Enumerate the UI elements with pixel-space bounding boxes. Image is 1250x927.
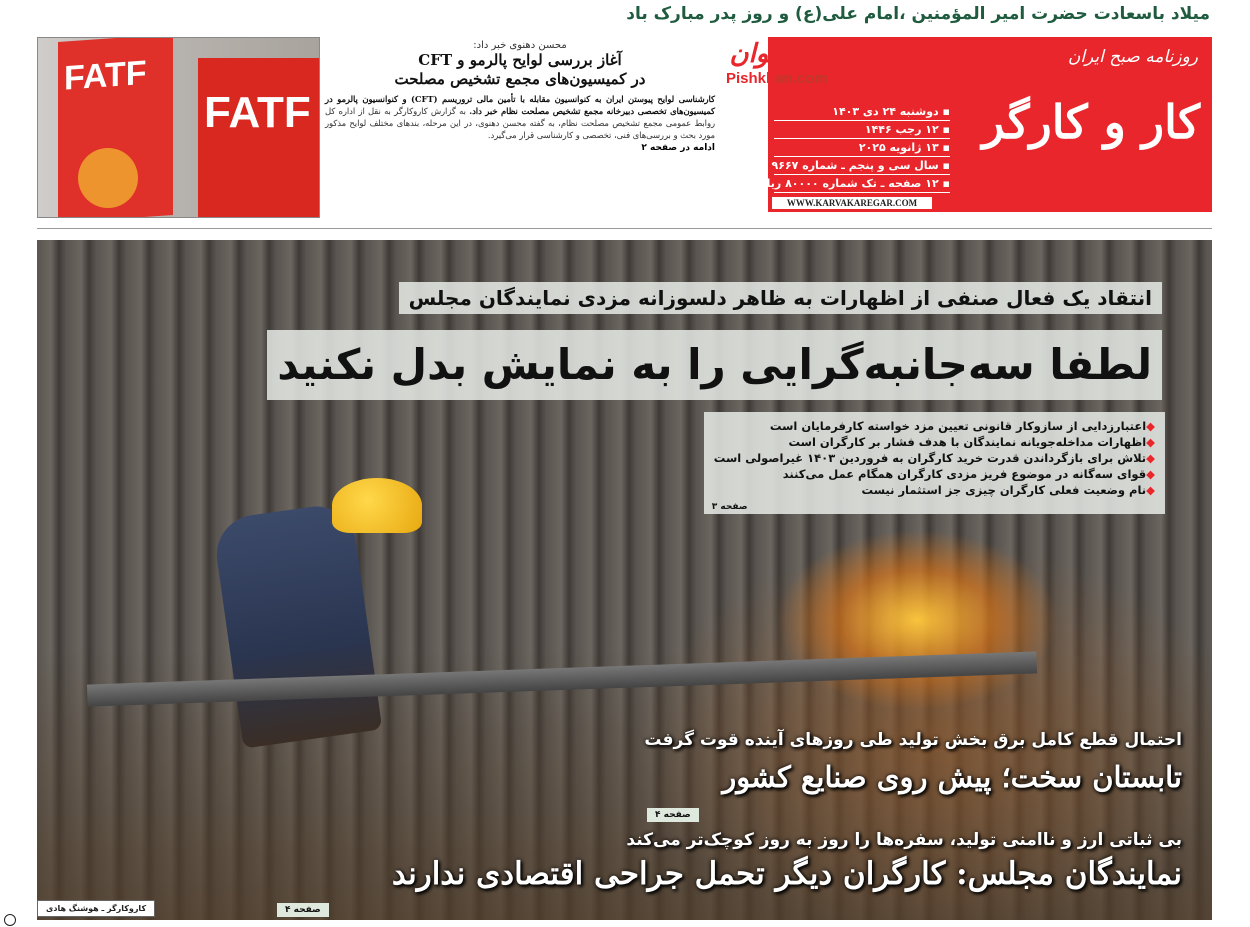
issue-info xyxy=(757,103,950,193)
registration-mark xyxy=(0,0,7,7)
masthead xyxy=(757,37,1212,212)
bullet-item: ◆اعتبارزدایی از سازوکار قانونی تعیین مزد خواسته کارفرمایان است xyxy=(769,419,1155,433)
story2-page-reference[interactable]: صفحه ۴ xyxy=(647,808,699,822)
main-bullets xyxy=(704,412,1165,514)
story3-headline[interactable]: نمایندگان مجلس: کارگران دیگر تحمل جراحی اقتصادی ندارند xyxy=(391,856,1182,892)
main-headline[interactable]: لطفا سه‌جانبه‌گرایی را به نمایش بدل نکنید xyxy=(267,330,1162,400)
story3-page-reference[interactable]: صفحه ۴ xyxy=(277,903,329,917)
fatf-sign-2: FATF xyxy=(198,58,320,218)
main-photo xyxy=(37,240,1212,920)
photo-credit: کاروکارگر ـ هوشنگ هادی xyxy=(37,900,155,917)
article-title: آغاز بررسی لوایح پالرمو و CFT در کمیسیون‌های مجمع تشخیص مصلحت xyxy=(394,51,646,88)
article-kicker: محسن دهنوی خبر داد: xyxy=(473,40,567,51)
bullet-item: ◆نام وضعیت فعلی کارگران چیزی جز استثمار نیست xyxy=(861,483,1155,497)
article-body: کارشناسی لوایح پیوستن ایران به کنوانسیون مقابله با تأمین مالی تروریسم (CFT) و کنوانسیون پالرمو در کمیسیون‌های تخصصی دبیرخانه مجمع تشخیص مصلحت نظام خبر داد. به گزارش کاروکارگر به نقل از اداره کل روابط عمومی مجمع تشخیص مصلحت نظام، به گفته محسن دهنوی، در این مرحله، بندهای مختلف لوایح مذکور مورد بحث و بررسی‌های فنی، تخصصی و کارشناسی قرار می‌گیرد. xyxy=(325,94,716,140)
masthead-tagline: روزنامه صبح ایران xyxy=(1067,47,1198,67)
page-reference[interactable]: صفحه ۳ xyxy=(711,502,748,512)
divider xyxy=(37,228,1212,229)
issue-hijri-date: ▪ ۱۲ رجب ۱۴۴۶ xyxy=(774,121,950,139)
fatf-logo-shape xyxy=(78,148,138,208)
worker-figure xyxy=(212,501,383,748)
bullet-item: ◆اظهارات مداخله‌جویانه نمایندگان با هدف فشار بر کارگران است xyxy=(788,435,1155,449)
story2-headline[interactable]: تابستان سخت؛ پیش روی صنایع کشور xyxy=(722,760,1182,794)
issue-date: ▪ دوشنبه ۲۴ دی ۱۴۰۳ xyxy=(774,103,950,121)
pishkhan-watermark xyxy=(726,38,828,88)
issue-number: ▪ سال سی و پنجم ـ شماره ۹۶۶۷ xyxy=(774,157,950,175)
bullet-item: ◆تلاش برای بازگرداندن قدرت خرید کارگران به فروردین ۱۴۰۳ غیراصولی است xyxy=(713,451,1155,465)
fatf-photo xyxy=(37,37,320,218)
issue-price: ▪ ۱۲ صفحه ـ تک شماره ۸۰۰۰۰ ریال xyxy=(774,175,950,193)
website-link[interactable]: WWW.KARVAKAREGAR.COM xyxy=(772,197,932,209)
occasion-banner: میلاد باسعادت حضرت امیر المؤمنین ،امام علی(ع) و روز پدر مبارک باد xyxy=(626,4,1210,24)
story3-kicker: بی ثباتی ارز و ناامنی تولید، سفره‌ها را روز به روز کوچک‌تر می‌کند xyxy=(626,830,1182,850)
watermark-fa: پیشخوان xyxy=(729,39,825,69)
fatf-sign: FATF xyxy=(58,37,173,218)
main-kicker: انتقاد یک فعال صنفی از اظهارات به ظاهر دلسوزانه مزدی نمایندگان مجلس xyxy=(399,282,1162,314)
registration-mark-icon xyxy=(4,914,16,926)
masthead-logo: کار و کارگر xyxy=(982,95,1200,149)
issue-gregorian-date: ▪ ۱۳ ژانویه ۲۰۲۵ xyxy=(774,139,950,157)
worker-helmet xyxy=(332,478,422,533)
story2-kicker: احتمال قطع کامل برق بخش تولید طی روزهای آینده قوت گرفت xyxy=(644,730,1182,750)
watermark-en: Pishkhan.com xyxy=(726,70,828,87)
article-continued-link[interactable]: ادامه در صفحه ۲ xyxy=(641,143,715,153)
fatf-article xyxy=(325,40,715,153)
bullet-item: ◆قوای سه‌گانه در موضوع فریز مزدی کارگران همگام عمل می‌کنند xyxy=(782,467,1155,481)
pipe xyxy=(87,651,1037,706)
